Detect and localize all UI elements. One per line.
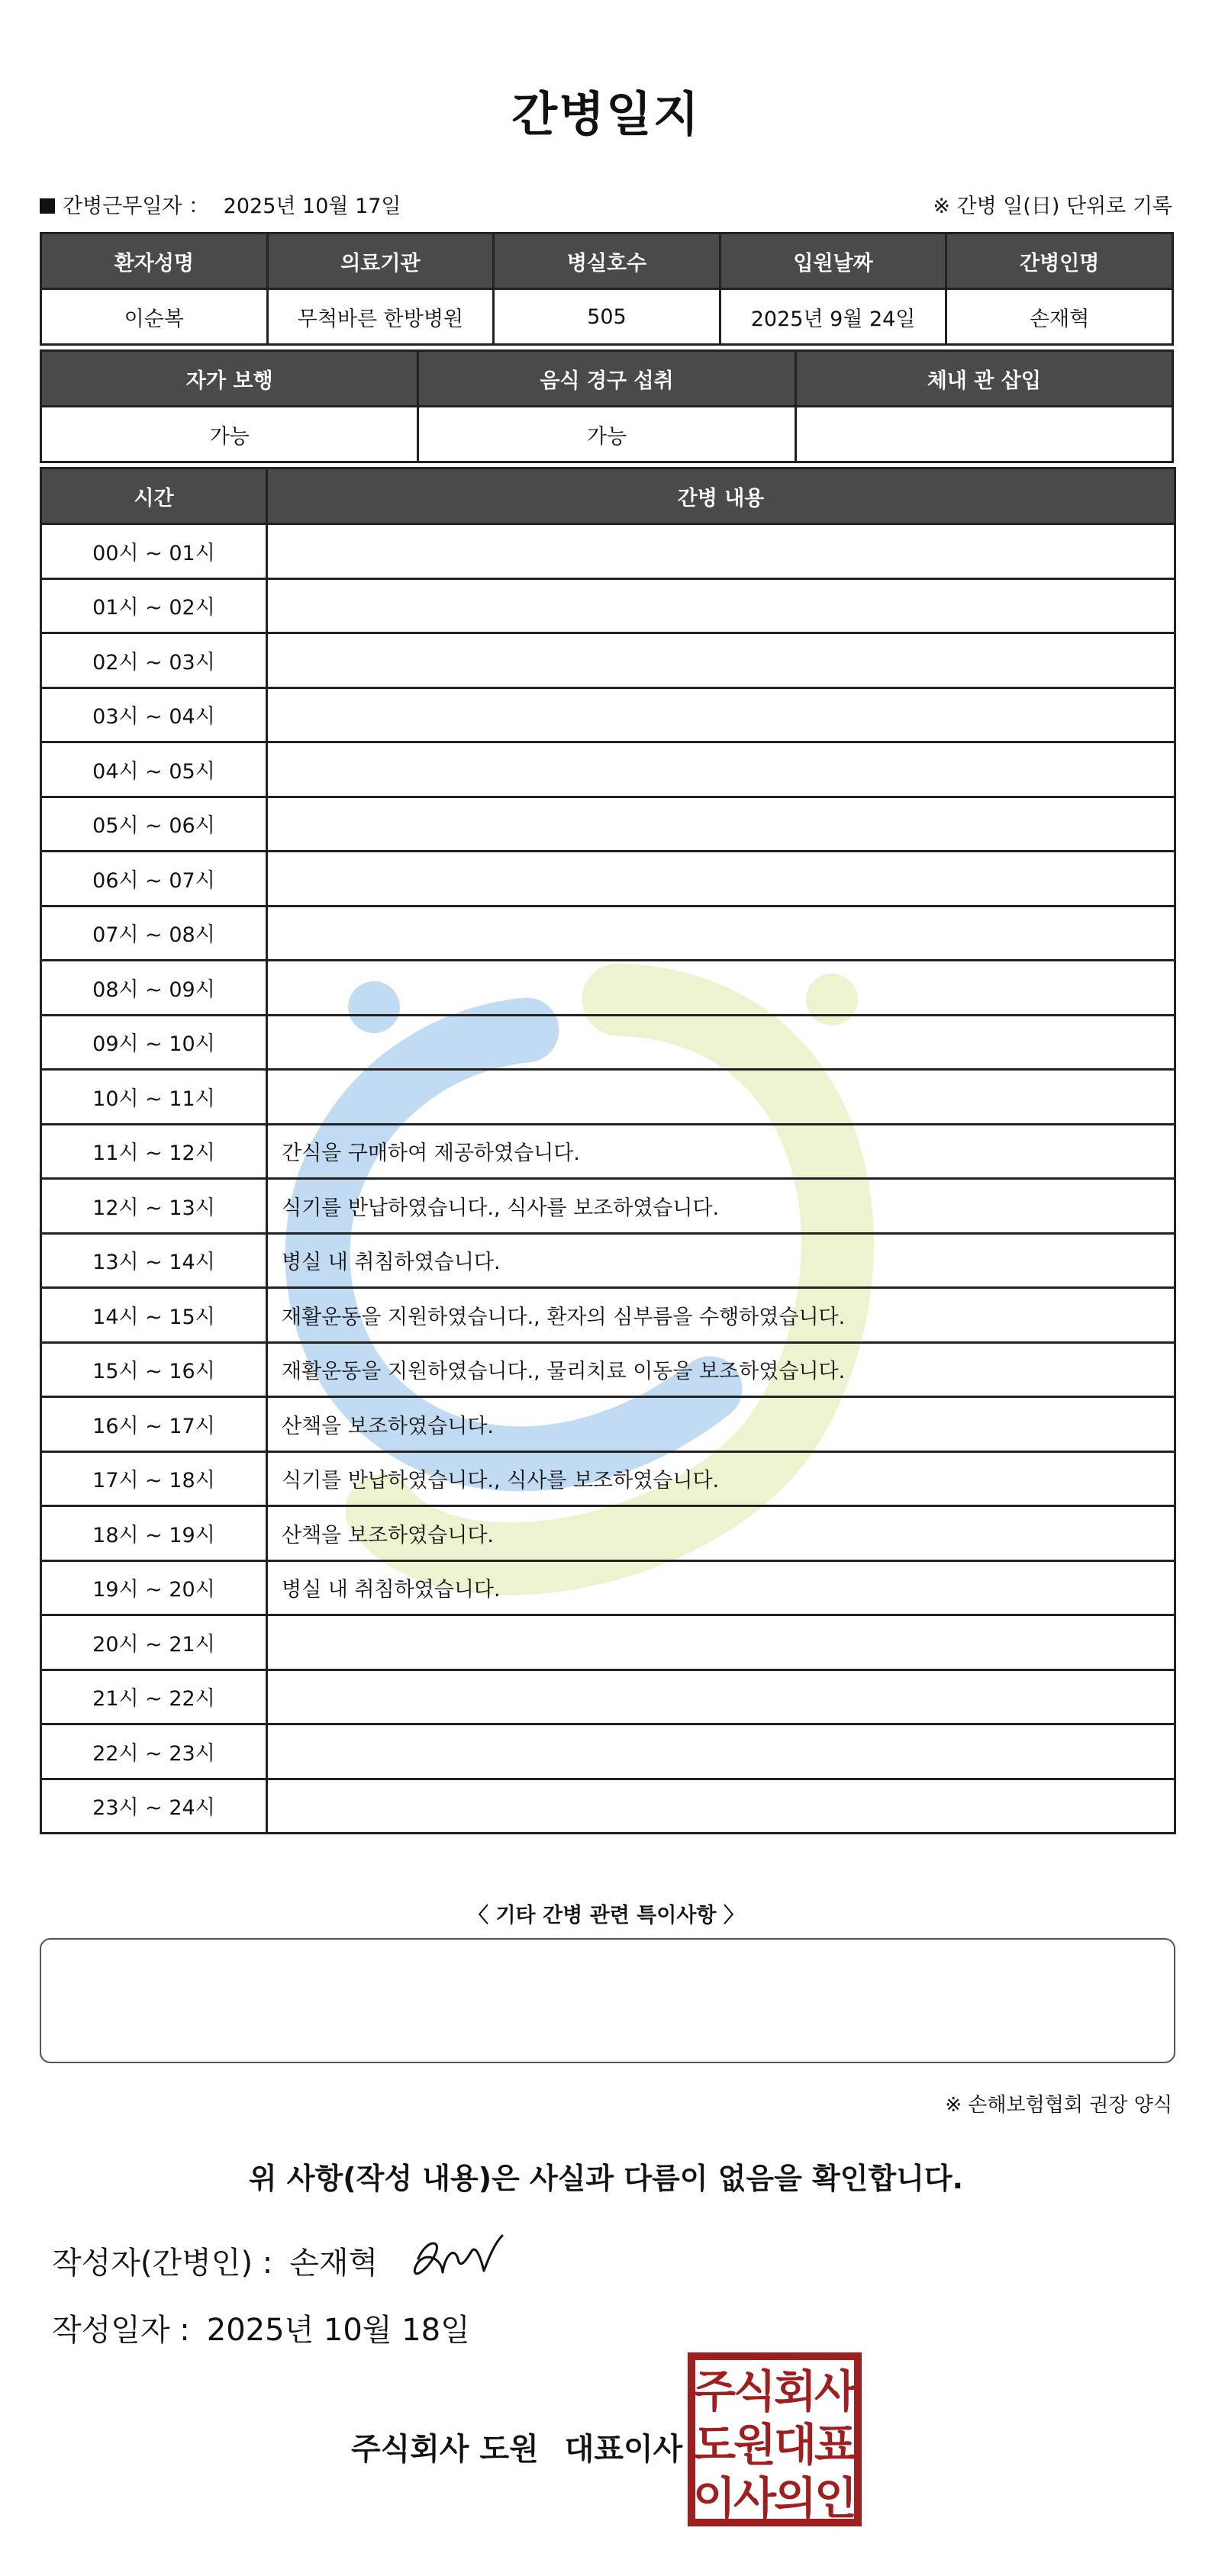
seal-character: 도 (692, 2419, 737, 2471)
company-row (351, 2425, 682, 2468)
log-content (267, 1615, 1175, 1670)
log-content (267, 852, 1175, 906)
patient-value-row (41, 289, 1173, 345)
log-row (41, 1724, 1175, 1779)
log-row (41, 1560, 1175, 1615)
log-content: 병실 내 취침하였습니다. (267, 1560, 1175, 1615)
log-rows (41, 524, 1175, 1834)
log-content (267, 742, 1175, 797)
seal-character: 이 (692, 2472, 737, 2524)
seal-character: 대 (773, 2419, 817, 2471)
log-time: 01시 ~ 02시 (41, 578, 267, 633)
log-content: 산책을 보조하였습니다. (267, 1397, 1175, 1452)
status-value-row (41, 407, 1173, 462)
daily-record-note: ※ 간병 일(日) 단위로 기록 (933, 195, 1172, 218)
seal-character: 의 (773, 2472, 817, 2524)
log-content (267, 524, 1175, 579)
written-date-row (52, 2306, 470, 2349)
hospital-name: 무척바른 한방병원 (267, 289, 494, 345)
writer-row (52, 2239, 378, 2282)
log-header-row (41, 469, 1175, 524)
square-bullet-icon (40, 198, 55, 214)
patient-status-table (40, 349, 1174, 463)
care-date-label: 간병근무일자 ： (63, 195, 210, 218)
log-row (41, 1670, 1175, 1724)
company-seal-icon (687, 2352, 862, 2527)
log-content (267, 1670, 1175, 1724)
log-content (267, 1070, 1175, 1125)
special-notes-title: 〈 기타 간병 관련 특이사항 〉 (468, 1904, 744, 1927)
log-time: 11시 ~ 12시 (41, 1124, 267, 1179)
log-row (41, 1779, 1175, 1834)
log-row (41, 1015, 1175, 1070)
log-content (267, 687, 1175, 742)
log-time: 22시 ~ 23시 (41, 1724, 267, 1779)
log-time: 12시 ~ 13시 (41, 1179, 267, 1234)
log-time: 18시 ~ 19시 (41, 1506, 267, 1561)
log-time: 09시 ~ 10시 (41, 1015, 267, 1070)
log-content (267, 1724, 1175, 1779)
header-hospital: 의료기관 (267, 233, 494, 289)
header-room-number: 병실호수 (494, 233, 720, 289)
log-content (267, 1779, 1175, 1834)
header-care-content: 간병 내용 (267, 469, 1175, 524)
log-time: 14시 ~ 15시 (41, 1288, 267, 1343)
header-patient-name: 환자성명 (41, 233, 268, 289)
seal-character: 식 (733, 2365, 777, 2417)
log-time: 19시 ~ 20시 (41, 1560, 267, 1615)
log-row (41, 1288, 1175, 1343)
header-caregiver-name: 간병인명 (946, 233, 1173, 289)
seal-character: 인 (814, 2472, 858, 2524)
log-row (41, 1124, 1175, 1179)
seal-character: 원 (733, 2419, 777, 2471)
log-row (41, 1179, 1175, 1234)
caregiver-name: 손재혁 (946, 289, 1173, 345)
log-row (41, 852, 1175, 906)
log-time: 07시 ~ 08시 (41, 906, 267, 961)
log-row (41, 1397, 1175, 1452)
log-content: 산책을 보조하였습니다. (267, 1506, 1175, 1561)
company-representative-title: 대표이사 (564, 2432, 683, 2467)
log-row (41, 1070, 1175, 1125)
seal-character: 사 (733, 2472, 777, 2524)
log-row (41, 906, 1175, 961)
log-time: 23시 ~ 24시 (41, 1779, 267, 1834)
room-number: 505 (494, 289, 720, 345)
log-row (41, 1615, 1175, 1670)
patient-name: 이순복 (41, 289, 268, 345)
log-content: 재활운동을 지원하였습니다., 물리치료 이동을 보조하였습니다. (267, 1342, 1175, 1397)
seal-character: 표 (814, 2419, 858, 2471)
seal-character: 사 (814, 2365, 858, 2417)
log-row (41, 1233, 1175, 1288)
tube-insertion-value (795, 407, 1172, 462)
seal-character: 주 (692, 2365, 737, 2417)
log-content: 재활운동을 지원하였습니다., 환자의 심부름을 수행하였습니다. (267, 1288, 1175, 1343)
oral-intake-value: 가능 (418, 407, 795, 462)
header-oral-intake: 음식 경구 섭취 (418, 351, 795, 407)
log-time: 00시 ~ 01시 (41, 524, 267, 579)
company-name: 주식회사 도원 (351, 2432, 539, 2467)
log-row (41, 961, 1175, 1016)
log-content: 식기를 반납하였습니다., 식사를 보조하였습니다. (267, 1451, 1175, 1506)
log-content (267, 797, 1175, 852)
written-date-label: 작성일자 : (52, 2313, 190, 2348)
recommendation-note: ※ 손해보험협회 권장 양식 (945, 2094, 1172, 2117)
header-time: 시간 (41, 469, 267, 524)
log-time: 13시 ~ 14시 (41, 1233, 267, 1288)
confirmation-statement: 위 사항(작성 내용)은 사실과 다름이 없음을 확인합니다. (248, 2162, 964, 2195)
log-content: 병실 내 취침하였습니다. (267, 1233, 1175, 1288)
log-time: 15시 ~ 16시 (41, 1342, 267, 1397)
log-row (41, 524, 1175, 579)
care-date-value: 2025년 10월 17일 (223, 195, 401, 218)
log-content: 식기를 반납하였습니다., 식사를 보조하였습니다. (267, 1179, 1175, 1234)
writer-label: 작성자(간병인) : (52, 2246, 273, 2281)
log-time: 05시 ~ 06시 (41, 797, 267, 852)
seal-character: 회 (773, 2365, 817, 2417)
log-row (41, 633, 1175, 688)
log-time: 04시 ~ 05시 (41, 742, 267, 797)
care-log-table (40, 467, 1176, 1834)
admission-date: 2025년 9월 24일 (720, 289, 946, 345)
special-notes-box (40, 1938, 1175, 2063)
log-content (267, 578, 1175, 633)
log-row (41, 687, 1175, 742)
care-date-row (40, 189, 401, 219)
log-row (41, 1506, 1175, 1561)
log-time: 06시 ~ 07시 (41, 852, 267, 906)
written-date-value: 2025년 10월 18일 (206, 2313, 470, 2348)
log-row (41, 742, 1175, 797)
log-time: 03시 ~ 04시 (41, 687, 267, 742)
log-content (267, 633, 1175, 688)
log-time: 21시 ~ 22시 (41, 1670, 267, 1724)
log-time: 20시 ~ 21시 (41, 1615, 267, 1670)
writer-name: 손재혁 (289, 2246, 379, 2281)
log-time: 08시 ~ 09시 (41, 961, 267, 1016)
log-content: 간식을 구매하여 제공하였습니다. (267, 1124, 1175, 1179)
patient-header-row (41, 233, 1173, 289)
status-header-row (41, 351, 1173, 407)
log-content (267, 1015, 1175, 1070)
header-admission-date: 입원날짜 (720, 233, 946, 289)
log-row (41, 1451, 1175, 1506)
signature-icon (405, 2228, 511, 2289)
log-content (267, 961, 1175, 1016)
log-row (41, 797, 1175, 852)
log-row (41, 1342, 1175, 1397)
header-tube-insertion: 체내 관 삽입 (795, 351, 1172, 407)
log-time: 16시 ~ 17시 (41, 1397, 267, 1452)
patient-info-table (40, 232, 1174, 346)
self-walking-value: 가능 (41, 407, 418, 462)
header-self-walking: 자가 보행 (41, 351, 418, 407)
log-row (41, 578, 1175, 633)
log-time: 02시 ~ 03시 (41, 633, 267, 688)
log-content (267, 906, 1175, 961)
document-title: 간병일지 (511, 86, 701, 142)
log-time: 17시 ~ 18시 (41, 1451, 267, 1506)
log-time: 10시 ~ 11시 (41, 1070, 267, 1125)
